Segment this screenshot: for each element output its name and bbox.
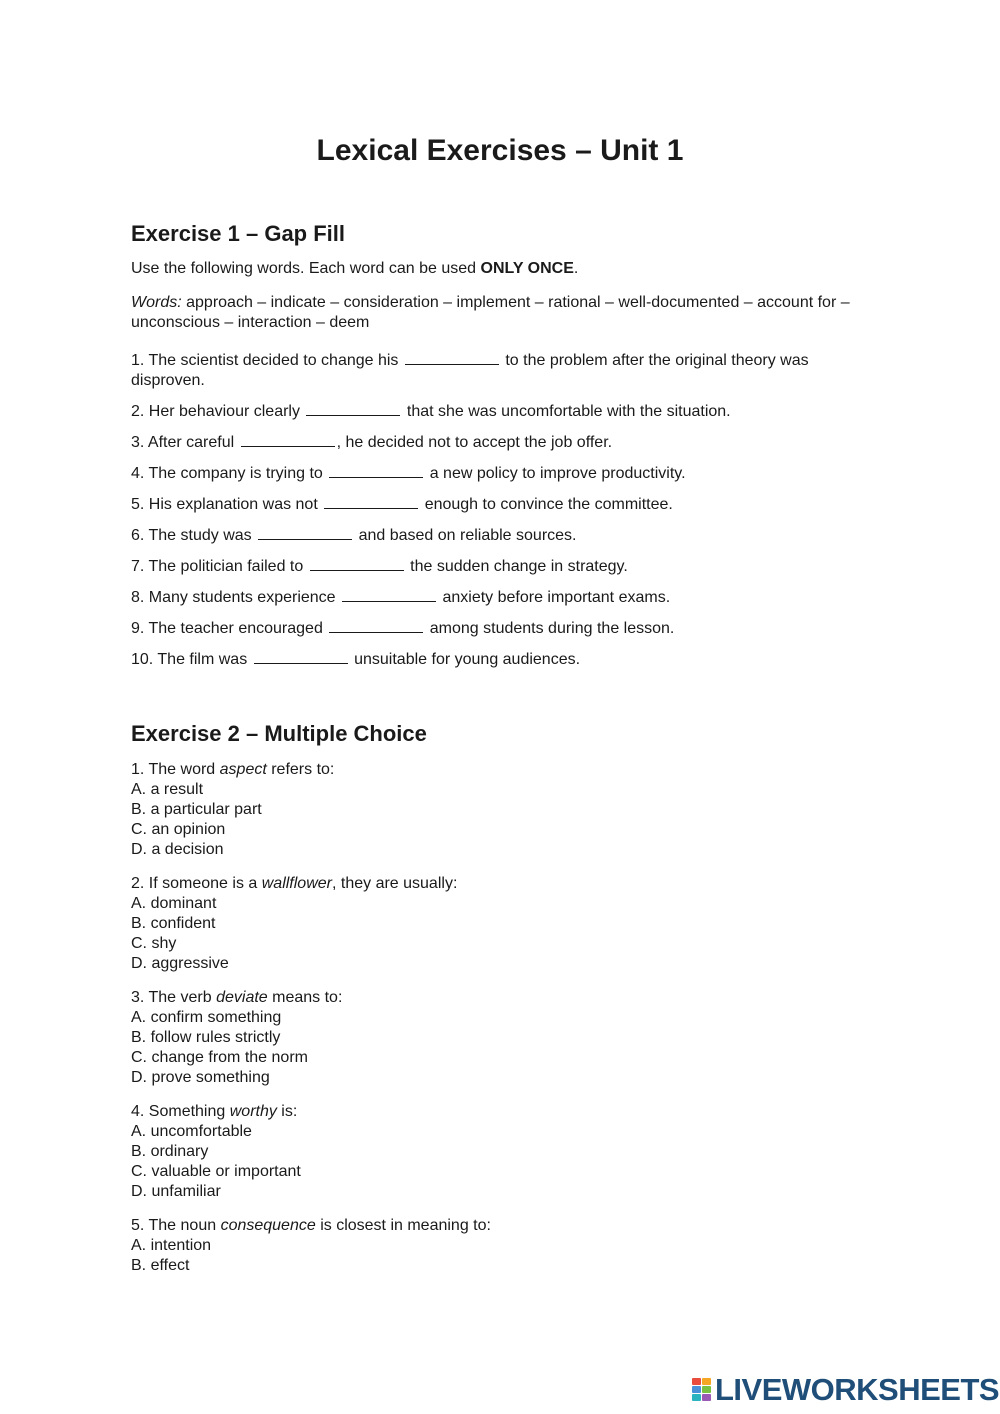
question-text: anxiety before important exams.	[442, 589, 671, 606]
exercise-1-section	[131, 220, 876, 670]
stem-text: is closest in meaning to:	[315, 1217, 491, 1234]
question-text: a new policy to improve productivity.	[429, 465, 686, 482]
question-text: and based on reliable sources.	[358, 527, 577, 544]
liveworksheets-logo-icon	[692, 1378, 712, 1402]
stem-text: 4. Something	[131, 1103, 230, 1120]
mc-question	[131, 760, 876, 860]
mc-option[interactable]: B. a particular part	[131, 801, 262, 818]
gap-question	[131, 350, 876, 391]
mc-question-stem	[131, 988, 876, 1008]
mc-option[interactable]: A. confirm something	[131, 1009, 282, 1026]
stem-text: 1. The word	[131, 761, 220, 778]
mc-question	[131, 988, 876, 1088]
word-bank-list: approach – indicate – consideration – implement – rational – well-documented – account for – unconscious – interaction – deem	[131, 294, 850, 331]
mc-option[interactable]: C. shy	[131, 935, 177, 952]
question-text: unsuitable for young audiences.	[354, 651, 581, 668]
instruction-text: Use the following words. Each word can be used	[131, 260, 481, 277]
gap-question	[131, 525, 876, 546]
question-text: 7. The politician failed to	[131, 558, 304, 575]
mc-option[interactable]: A. uncomfortable	[131, 1123, 252, 1140]
mc-option[interactable]: D. prove something	[131, 1069, 270, 1086]
mc-option[interactable]: A. intention	[131, 1237, 212, 1254]
answer-gap[interactable]	[324, 494, 418, 509]
instruction-end: .	[573, 260, 579, 277]
mc-option[interactable]: B. follow rules strictly	[131, 1029, 281, 1046]
question-text: 1. The scientist decided to change his	[131, 352, 399, 369]
word-bank-label: Words:	[131, 294, 182, 311]
logo-wordmark: LIVEWORKSHEETS	[715, 1372, 1000, 1407]
answer-gap[interactable]	[241, 432, 335, 447]
question-text: to the problem after the original theory was disproven.	[131, 352, 809, 389]
gap-question	[131, 401, 876, 422]
question-text: among students during the lesson.	[429, 620, 675, 637]
mc-option[interactable]: A. dominant	[131, 895, 217, 912]
stem-text: 3. The verb	[131, 989, 217, 1006]
page-title: Lexical Exercises – Unit 1	[316, 134, 684, 167]
mc-option[interactable]: C. change from the norm	[131, 1049, 308, 1066]
gap-question	[131, 432, 876, 453]
word-bank	[131, 293, 876, 333]
stem-text: 5. The noun	[131, 1217, 221, 1234]
gap-question	[131, 649, 876, 670]
gap-question	[131, 463, 876, 484]
question-text: that she was uncomfortable with the situation.	[406, 403, 731, 420]
mc-option[interactable]: C. an opinion	[131, 821, 226, 838]
gap-fill-question-list	[131, 350, 876, 670]
mc-question-stem	[131, 760, 876, 780]
question-text: 9. The teacher encouraged	[131, 620, 323, 637]
stem-text: refers to:	[266, 761, 335, 778]
question-text: 3. After careful	[131, 434, 235, 451]
question-text: 4. The company is trying to	[131, 465, 323, 482]
question-text: enough to convince the committee.	[424, 496, 673, 513]
question-text: , he decided not to accept the job offer.	[336, 434, 613, 451]
mc-question-stem	[131, 1102, 876, 1122]
question-text: 2. Her behaviour clearly	[131, 403, 300, 420]
exercise-1-instruction	[131, 259, 876, 279]
stem-text: means to:	[267, 989, 343, 1006]
stem-text: is:	[276, 1103, 298, 1120]
mc-question-stem	[131, 874, 876, 894]
stem-term: consequence	[220, 1217, 316, 1234]
mc-question	[131, 1102, 876, 1202]
mc-question	[131, 1216, 876, 1276]
mc-option[interactable]: D. a decision	[131, 841, 224, 858]
question-text: 5. His explanation was not	[131, 496, 318, 513]
answer-gap[interactable]	[405, 350, 499, 365]
mc-option[interactable]: A. a result	[131, 781, 204, 798]
mc-option[interactable]: D. aggressive	[131, 955, 229, 972]
answer-gap[interactable]	[254, 649, 348, 664]
liveworksheets-logo[interactable]	[692, 1374, 999, 1406]
gap-question	[131, 587, 876, 608]
multiple-choice-list	[131, 760, 876, 1276]
mc-option[interactable]: B. ordinary	[131, 1143, 209, 1160]
stem-term: deviate	[216, 989, 268, 1006]
gap-question	[131, 618, 876, 639]
stem-term: aspect	[219, 761, 267, 778]
answer-gap[interactable]	[329, 618, 423, 633]
question-text: 6. The study was	[131, 527, 252, 544]
gap-question	[131, 494, 876, 515]
stem-term: worthy	[229, 1103, 277, 1120]
answer-gap[interactable]	[306, 401, 400, 416]
mc-question-stem	[131, 1216, 876, 1236]
stem-text: , they are usually:	[331, 875, 458, 892]
exercise-1-heading: Exercise 1 – Gap Fill	[131, 221, 346, 246]
exercise-2-heading: Exercise 2 – Multiple Choice	[131, 721, 427, 746]
answer-gap[interactable]	[329, 463, 423, 478]
gap-question	[131, 556, 876, 577]
answer-gap[interactable]	[342, 587, 436, 602]
instruction-emphasis: ONLY ONCE	[480, 260, 574, 277]
stem-text: 2. If someone is a	[131, 875, 262, 892]
question-text: 10. The film was	[131, 651, 248, 668]
question-text: 8. Many students experience	[131, 589, 336, 606]
answer-gap[interactable]	[258, 525, 352, 540]
mc-question	[131, 874, 876, 974]
mc-option[interactable]: C. valuable or important	[131, 1163, 301, 1180]
answer-gap[interactable]	[310, 556, 404, 571]
question-text: the sudden change in strategy.	[410, 558, 628, 575]
mc-option[interactable]: D. unfamiliar	[131, 1183, 221, 1200]
exercise-2-section	[131, 720, 876, 1276]
stem-term: wallflower	[261, 875, 332, 892]
mc-option[interactable]: B. effect	[131, 1257, 190, 1274]
mc-option[interactable]: B. confident	[131, 915, 216, 932]
